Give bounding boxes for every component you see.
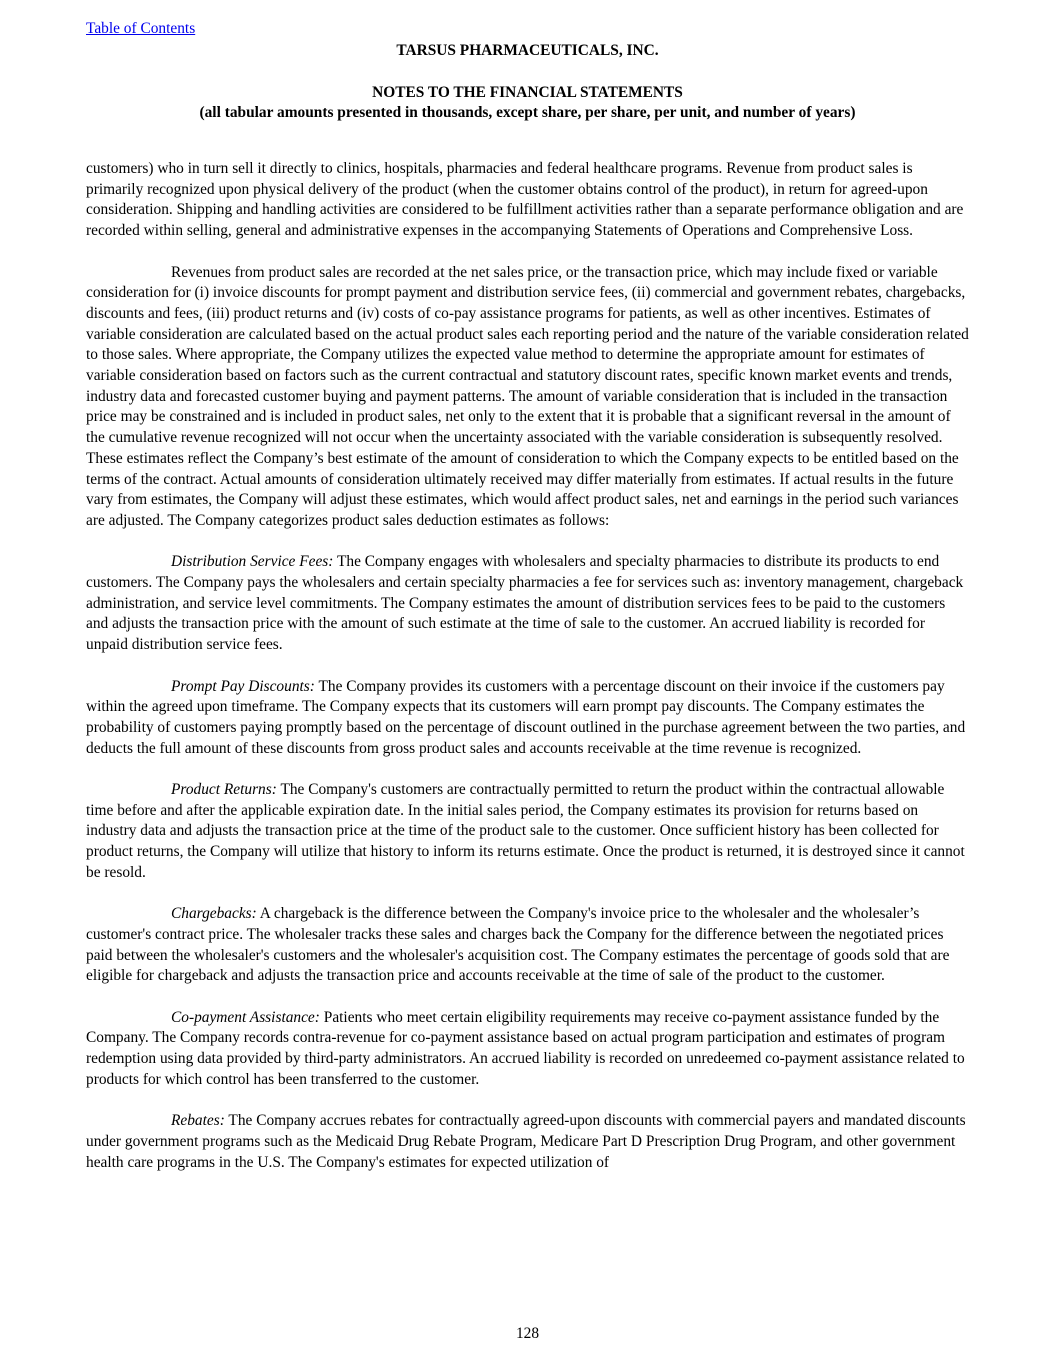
text-co-payment-assistance: Patients who meet certain eligibility requirements may receive co-payment assistance funded by the Company. The Company records contra-revenue for co-payment assistance based on actual program participation and estimates of program redemption using data provided by third-party administrators. An accrued liability is recorded on unredeemed co-payment assistance related to products for which control has been transferred to the customer.	[86, 1008, 965, 1088]
notes-subtitle: (all tabular amounts presented in thousands, except share, per share, per unit, and number of years)	[199, 104, 856, 121]
text-distribution-service-fees: The Company engages with wholesalers and specialty pharmacies to distribute its products to end customers. The Company pays the wholesalers and certain specialty pharmacies a fee for services such as: inventory management, chargeback administration, and service level commitments. The Company estimates the amount of distribution services fees to be paid to the customers and adjusts the transaction price with the amount of such estimate at the time of sale to the customer. An accrued liability is recorded for unpaid distribution service fees.	[86, 553, 964, 654]
term-prompt-pay-discounts: Prompt Pay Discounts:	[171, 677, 315, 695]
body-text	[86, 159, 969, 1173]
term-chargebacks: Chargebacks:	[171, 905, 257, 923]
paragraph-chargebacks	[86, 904, 969, 987]
term-product-returns: Product Returns:	[171, 781, 277, 799]
text-rebates: The Company accrues rebates for contractually agreed-upon discounts with commercial payers and mandated discounts under government programs such as the Medicaid Drug Rebate Program, Medicare Part D Prescription Drug Program, and other government health care programs in the U.S. The Company's estimates for expected utilization of	[86, 1112, 966, 1171]
text-prompt-pay-discounts: The Company provides its customers with a percentage discount on their invoice if the customers pay within the agreed upon timeframe. The Company expects that its customers will earn prompt pay discounts. The Company estimates the probability of customers paying promptly based on the percentage of discount outlined in the purchase agreement between the two parties, and deducts the full amount of these discounts from gross product sales and accounts receivable at the time revenue is recognized.	[86, 677, 966, 757]
paragraph-distribution-service-fees	[86, 552, 969, 656]
paragraph-co-payment-assistance	[86, 1008, 969, 1091]
paragraph-prompt-pay-discounts	[86, 677, 969, 760]
page-number: 128	[515, 1325, 540, 1342]
company-name: TARSUS PHARMACEUTICALS, INC.	[396, 42, 659, 59]
term-co-payment-assistance: Co-payment Assistance:	[171, 1008, 320, 1026]
notes-title: NOTES TO THE FINANCIAL STATEMENTS	[372, 84, 683, 101]
paragraph-rebates	[86, 1111, 969, 1173]
text-product-returns: The Company's customers are contractually permitted to return the product within the contractual allowable time before and after the applicable expiration date. In the initial sales period, the Company estimates its provision for returns based on industry data and adjusts the transaction price at the time of the product sale to the customer. Once sufficient history has been collected for product returns, the Company will utilize that history to inform its returns estimate. Once the product is returned, it is destroyed since it cannot be resold.	[86, 781, 965, 881]
term-distribution-service-fees: Distribution Service Fees:	[171, 553, 334, 571]
paragraph-product-returns	[86, 780, 969, 884]
paragraph-revenue-recognition: customers) who in turn sell it directly to clinics, hospitals, pharmacies and federal healthcare programs. Revenue from product sales is primarily recognized upon physical delivery of the product (when the customer obtains control of the product), in return for agreed-upon consideration. Shipping and handling activities are considered to be fulfillment activities rather than a separate performance obligation and are recorded within selling, general and administrative expenses in the accompanying Statements of Operations and Comprehensive Loss.	[86, 160, 964, 240]
text-chargebacks: A chargeback is the difference between the Company's invoice price to the wholesaler and the wholesaler’s customer's contract price. The wholesaler tracks these sales and charges back the Company for the difference between the negotiated prices paid between the wholesaler's customers and the wholesaler's acquisition cost. The Company estimates the percentage of goods sold that are eligible for chargeback and adjusts the transaction price and accounts receivable at the time of sale of the product to the customer.	[86, 905, 950, 985]
table-of-contents-link[interactable]: Table of Contents	[86, 20, 196, 37]
term-rebates: Rebates:	[171, 1112, 225, 1130]
paragraph-variable-consideration: Revenues from product sales are recorded at the net sales price, or the transaction price, which may include fixed or variable consideration for (i) invoice discounts for prompt payment and distribution service fees, (ii) commercial and government rebates, chargebacks, discounts and fees, (iii) product returns and (iv) costs of co-pay assistance programs for patients, as well as other incentives. Estimates of variable consideration are calculated based on the actual product sales each reporting period and the nature of the variable consideration related to those sales. Where appropriate, the Company utilizes the expected value method to determine the appropriate amount for estimates of variable consideration based on factors such as the current contractual and statutory discount rates, specific known market events and trends, industry data and forecasted customer buying and payment patterns. The amount of variable consideration that is included in the transaction price may be constrained and is included in product sales, net only to the extent that it is probable that a significant reversal in the amount of the cumulative revenue recognized will not occur when the uncertainty associated with the variable consideration is subsequently resolved. These estimates reflect the Company’s best estimate of the amount of consideration to which the Company expects to be entitled based on the terms of the contract. Actual amounts of consideration ultimately received may differ materially from estimates. If actual results in the future vary from estimates, the Company will adjust these estimates, which would affect product sales, net and earnings in the period such variances are adjusted. The Company categorizes product sales deduction estimates as follows:	[86, 263, 969, 529]
